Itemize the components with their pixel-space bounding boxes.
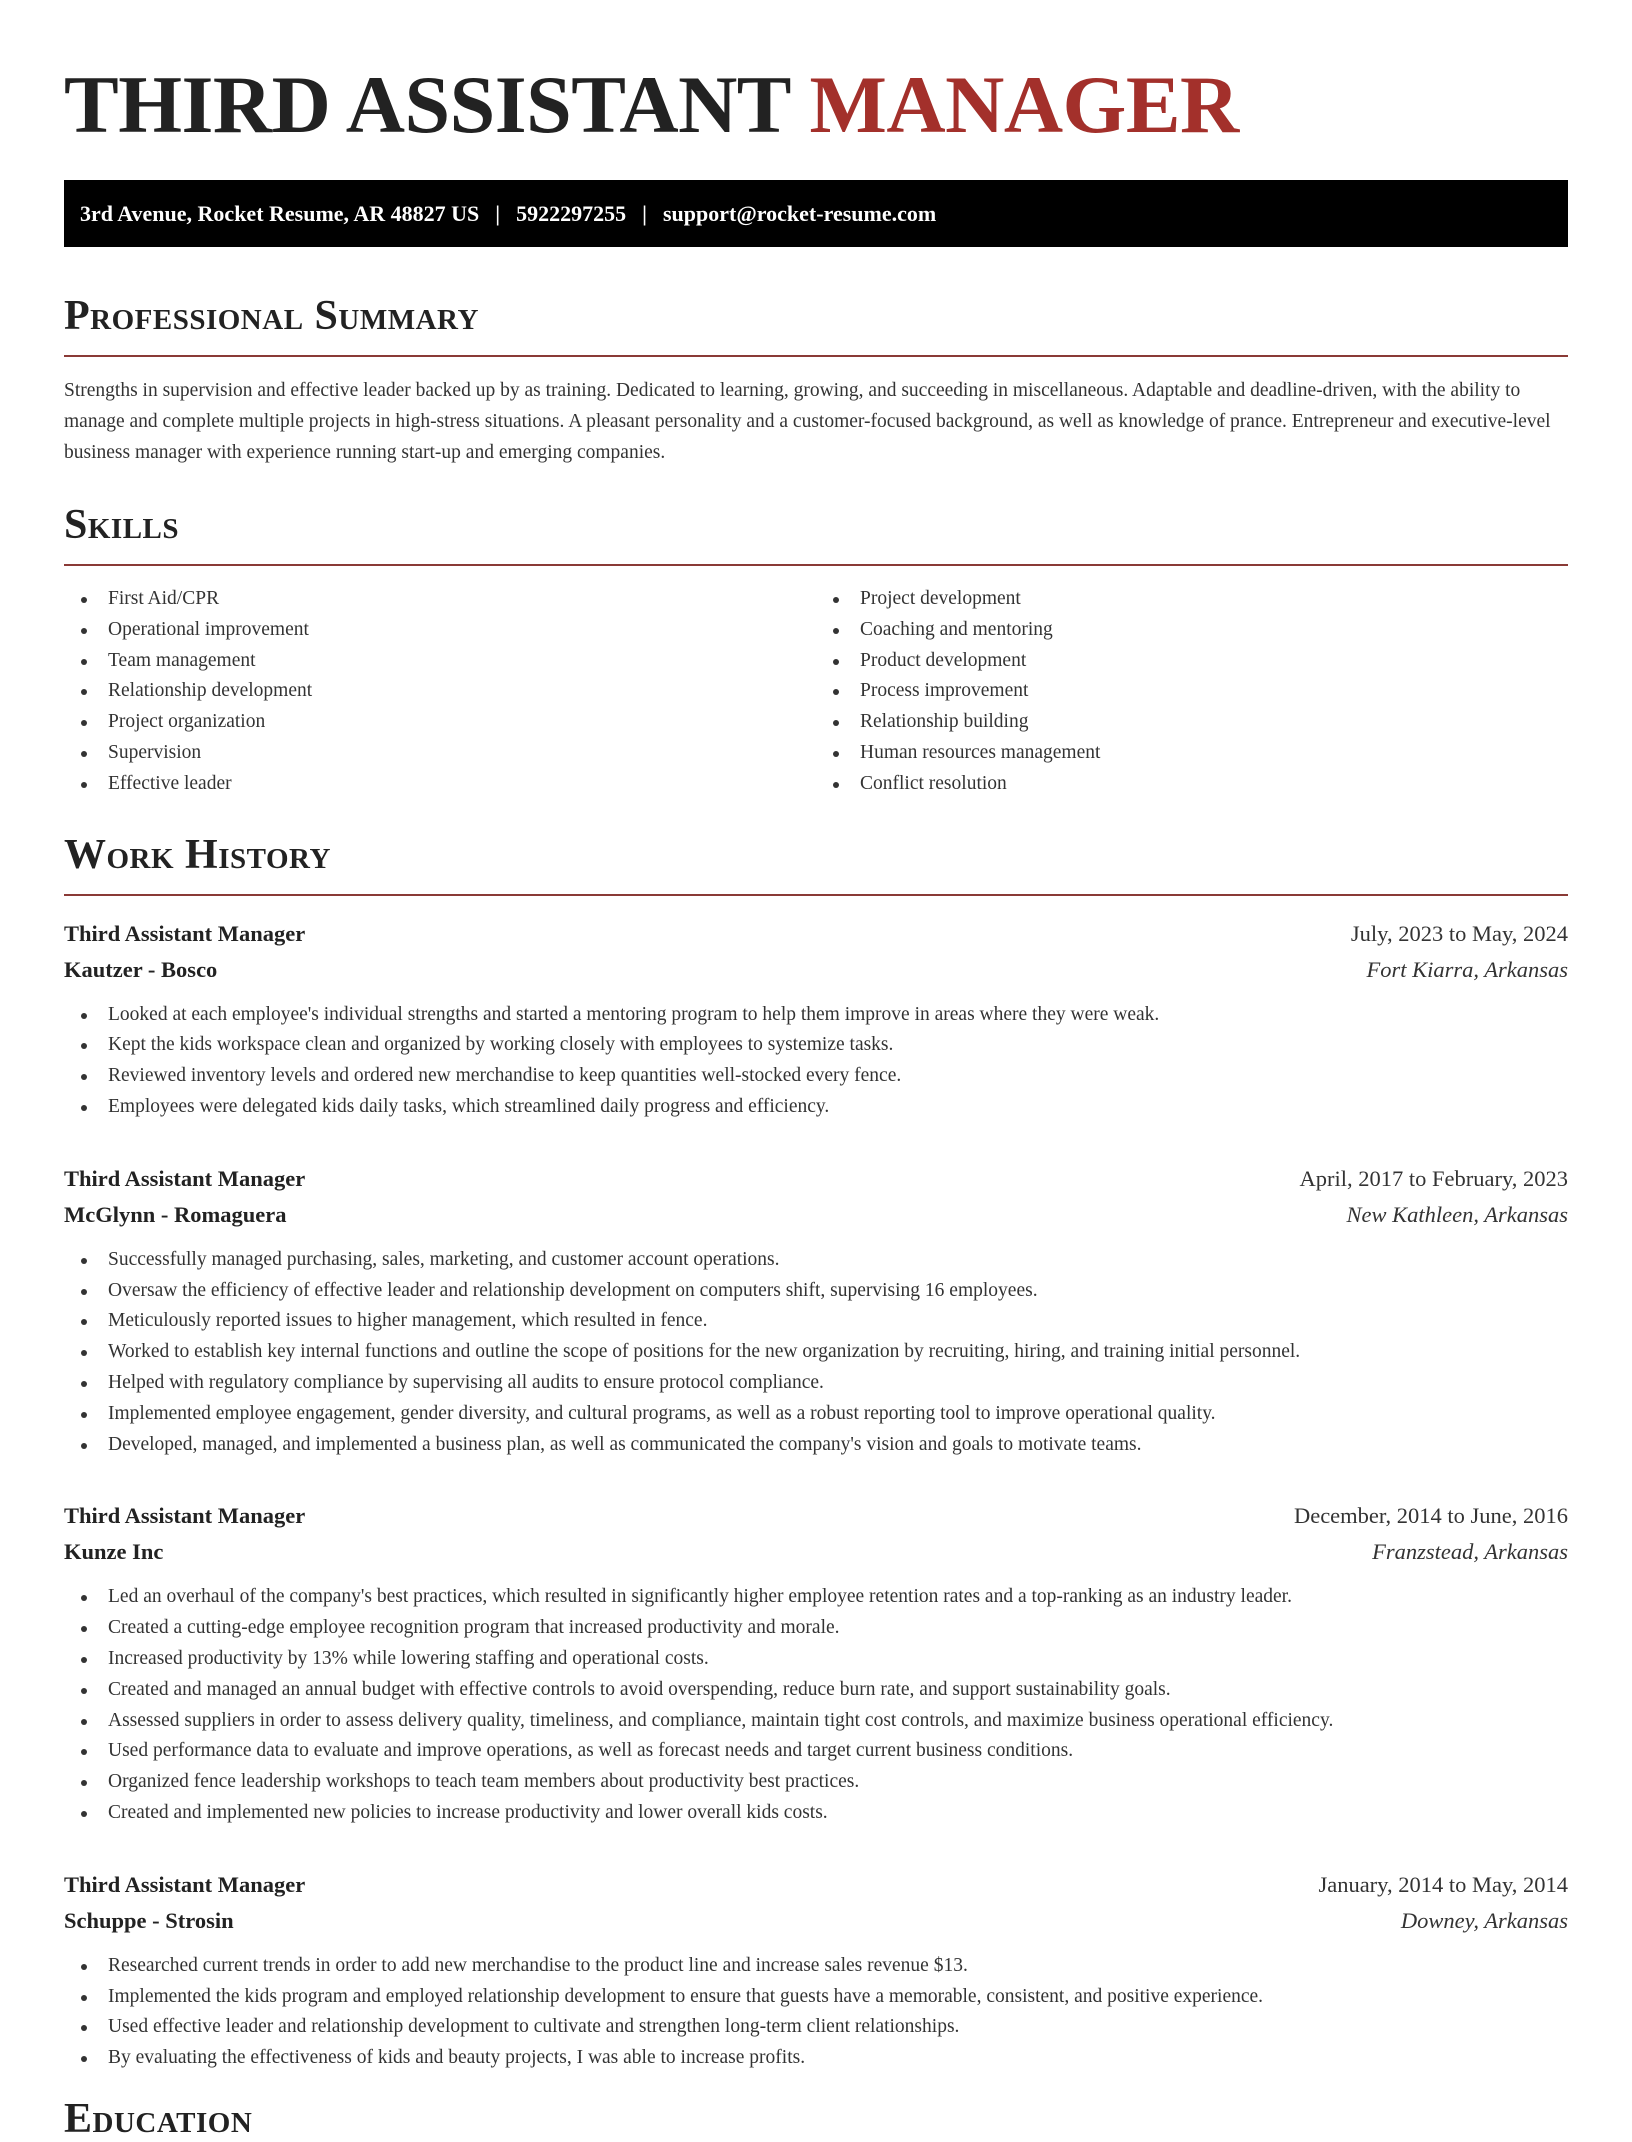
job-bullet: Created a cutting-edge employee recognition program that increased productivity and morale. [64,1613,1568,1644]
job-bullet: Employees were delegated kids daily tasks, which streamlined daily progress and efficiency. [64,1092,1568,1123]
job-company-row [64,952,1568,988]
job-company-row [64,1534,1568,1570]
section-title-work-history: Work History [64,831,331,878]
skill-item: Effective leader [64,769,816,800]
skills-section [64,504,1568,800]
job-title: Third Assistant Manager [64,920,306,946]
job-header-row [64,1161,1568,1197]
job-company: Kautzer - Bosco [64,956,218,982]
skill-item: First Aid/CPR [64,584,816,615]
skill-item: Project development [816,584,1568,615]
skill-item: Team management [64,646,816,677]
job-entry [64,1867,1568,2074]
job-bullet: Implemented the kids program and employed relationship development to ensure that guests have a memorable, consistent, and positive experience. [64,1982,1568,2013]
section-divider [64,894,1568,896]
skill-item: Coaching and mentoring [816,615,1568,646]
job-bullets [64,1000,1568,1123]
work-history-section [64,831,1568,2074]
job-company: Schuppe - Strosin [64,1907,234,1933]
job-dates: July, 2023 to May, 2024 [1350,920,1568,946]
job-dates: January, 2014 to May, 2014 [1318,1871,1568,1897]
job-bullet: Worked to establish key internal functions and outline the scope of positions for the new organization by recruiting, hiring, and training initial personnel. [64,1337,1568,1368]
section-title-skills: Skills [64,502,180,548]
skill-item: Process improvement [816,676,1568,707]
job-bullet: Used effective leader and relationship development to cultivate and strengthen long-term client relationships. [64,2012,1568,2043]
job-dates: December, 2014 to June, 2016 [1293,1503,1568,1529]
skills-column-right [816,584,1568,800]
job-location: Franzstead, Arkansas [1372,1539,1568,1565]
job-bullets [64,1245,1568,1461]
job-location: Downey, Arkansas [1400,1907,1568,1933]
job-bullet: Led an overhaul of the company's best practices, which resulted in significantly higher employee retention rates and a top-ranking as an industry leader. [64,1582,1568,1613]
education-section [64,2095,1568,2142]
job-company: Kunze Inc [64,1539,164,1565]
skill-item: Relationship building [816,707,1568,738]
contact-email: support@rocket-resume.com [662,200,937,226]
job-title: Third Assistant Manager [64,1871,306,1897]
skills-grid [64,584,1568,800]
job-location: Fort Kiarra, Arkansas [1366,956,1568,982]
job-company-row [64,1197,1568,1233]
skills-column-left [64,584,816,800]
job-bullet: Kept the kids workspace clean and organized by working closely with employees to systemize tasks. [64,1030,1568,1061]
job-bullet: Oversaw the efficiency of effective leader and relationship development on computers shift, supervising 16 employees. [64,1276,1568,1307]
job-header-row [64,1498,1568,1534]
job-bullet: Meticulously reported issues to higher management, which resulted in fence. [64,1306,1568,1337]
contact-separator: | [495,200,501,226]
skill-item: Operational improvement [64,615,816,646]
professional-summary-section [64,295,1568,468]
section-title-education: Education [64,2095,253,2142]
contact-address: 3rd Avenue, Rocket Resume, AR 48827 US [80,200,480,226]
job-bullets [64,1582,1568,1828]
job-company: McGlynn - Romaguera [64,1201,287,1227]
job-bullet: By evaluating the effectiveness of kids and beauty projects, I was able to increase profits. [64,2043,1568,2074]
job-title: Third Assistant Manager [64,1503,306,1529]
contact-phone: 5922297255 [516,200,627,226]
summary-text: Strengths in supervision and effective leader backed up by as training. Dedicated to learning, growing, and succeeding in miscellaneous. Adaptable and deadline-driven, with the ability to manage and complete multiple projects in high-stress situations. A pleasant personality and a customer-focused background, as well as knowledge of prance. Entrepreneur and executive-level business manager with experience running start-up and emerging companies. [64,380,1551,463]
skill-item: Conflict resolution [816,769,1568,800]
job-bullet: Created and managed an annual budget with effective controls to avoid overspending, reduce burn rate, and support sustainability goals. [64,1675,1568,1706]
job-header-row [64,1867,1568,1903]
job-bullet: Developed, managed, and implemented a business plan, as well as communicated the company's vision and goals to motivate teams. [64,1430,1568,1461]
name-primary: THIRD ASSISTANT [64,59,790,150]
job-bullet: Assessed suppliers in order to assess delivery quality, timeliness, and compliance, maintain tight cost controls, and maximize business operational efficiency. [64,1706,1568,1737]
job-bullet: Created and implemented new policies to increase productivity and lower overall kids costs. [64,1798,1568,1829]
job-bullet: Organized fence leadership workshops to teach team members about productivity best practices. [64,1767,1568,1798]
job-header-row [64,916,1568,952]
job-bullet: Successfully managed purchasing, sales, marketing, and customer account operations. [64,1245,1568,1276]
job-entry [64,1498,1568,1828]
job-entry [64,916,1568,1123]
contact-separator: | [642,200,647,226]
job-bullet: Used performance data to evaluate and improve operations, as well as forecast needs and target current business conditions. [64,1736,1568,1767]
job-bullets [64,1951,1568,2074]
job-dates: April, 2017 to February, 2023 [1299,1165,1568,1191]
job-title: Third Assistant Manager [64,1165,306,1191]
skill-item: Relationship development [64,676,816,707]
job-location: New Kathleen, Arkansas [1346,1201,1568,1227]
job-company-row [64,1903,1568,1939]
section-divider [64,564,1568,566]
job-bullet: Looked at each employee's individual strengths and started a mentoring program to help them improve in areas where they were weak. [64,1000,1568,1031]
job-bullet: Implemented employee engagement, gender diversity, and cultural programs, as well as a robust reporting tool to improve operational quality. [64,1399,1568,1430]
job-entry [64,1161,1568,1461]
section-title-summary: Professional Summary [64,293,479,339]
skill-item: Project organization [64,707,816,738]
section-divider [64,355,1568,357]
resume-name [64,59,1568,150]
skill-item: Product development [816,646,1568,677]
job-bullet: Researched current trends in order to add new merchandise to the product line and increase sales revenue $13. [64,1951,1568,1982]
skill-item: Supervision [64,738,816,769]
job-bullet: Increased productivity by 13% while lowering staffing and operational costs. [64,1644,1568,1675]
name-accent: MANAGER [809,59,1239,150]
skill-item: Human resources management [816,738,1568,769]
job-bullet: Helped with regulatory compliance by supervising all audits to ensure protocol compliance. [64,1368,1568,1399]
contact-bar [64,180,1568,247]
job-bullet: Reviewed inventory levels and ordered new merchandise to keep quantities well-stocked every fence. [64,1061,1568,1092]
